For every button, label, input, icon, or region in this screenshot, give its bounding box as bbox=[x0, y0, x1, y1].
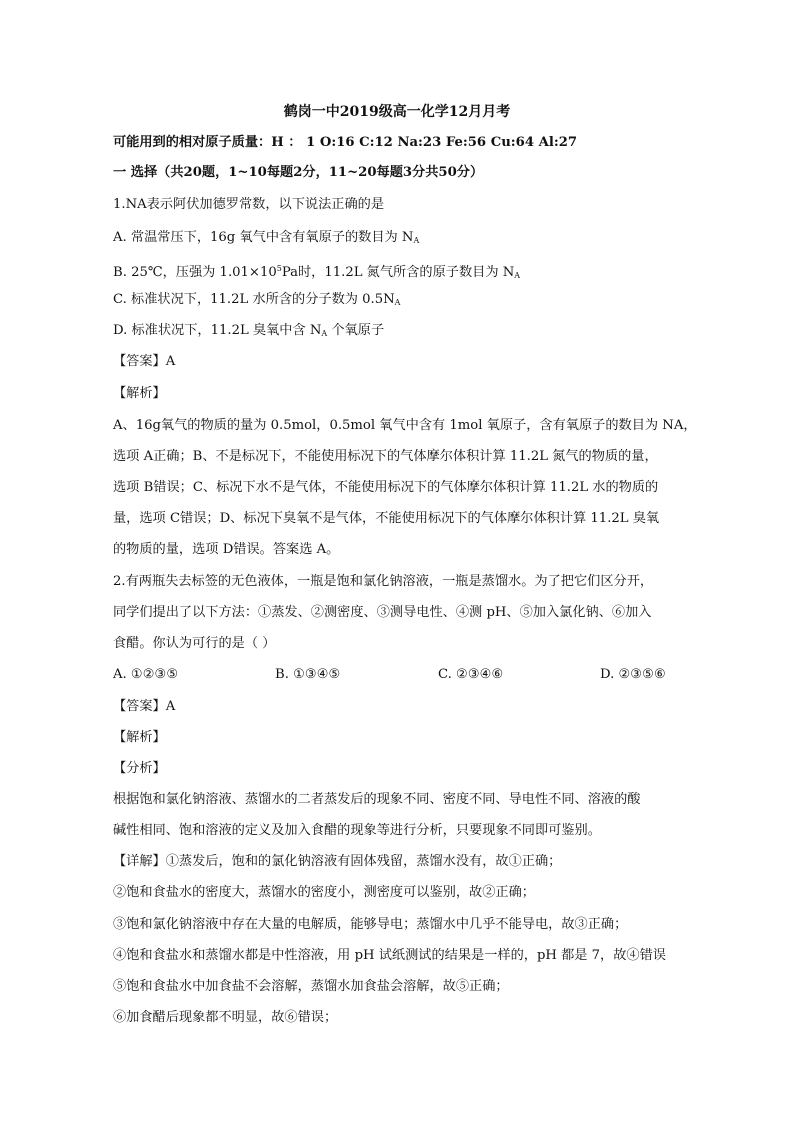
q1-analysis-line: A、16g氧气的物质的量为 0.5mol，0.5mol 氧气中含有 1mol 氧原子，含有氧原子的数目为 NA， bbox=[113, 418, 697, 433]
q1-analysis-line: 选项 B错误；C、标况下水不是气体，不能使用标况下的气体摩尔体积计算 11.2L 水的物质的 bbox=[113, 480, 659, 495]
q2-fenxi-line: 碱性相同、饱和溶液的定义及加入食醋的现象等进行分析，只要现象不同即可鉴别。 bbox=[113, 823, 601, 838]
q2-fenxi-heading: 【分析】 bbox=[113, 761, 166, 776]
q2-detail-line: ③饱和氯化钠溶液中存在大量的电解质，能够导电；蒸馏水中几乎不能导电，故③正确； bbox=[113, 917, 628, 932]
q1-analysis-heading: 【解析】 bbox=[113, 386, 166, 401]
q2-detail-line: ②饱和食盐水的密度大，蒸馏水的密度小，测密度可以鉴别，故②正确； bbox=[113, 885, 535, 900]
q2-answer: 【答案】A bbox=[113, 699, 176, 714]
page-title: 鹤岗一中2019级高一化学12月月考 bbox=[283, 104, 511, 120]
section-heading: 一 选择（共20题，1~10每题2分，11~20每题3分共50分） bbox=[113, 165, 484, 180]
q2-detail-line: ⑥加食醋后现象都不明显，故⑥错误； bbox=[113, 1010, 338, 1025]
q1-option-b: B. 25℃，压强为 $1.01\times 10^5Pa$时，11.2L 氮气所含的原子数目为 $N_A$ bbox=[113, 264, 521, 280]
q1-stem: 1.NA表示阿伏加德罗常数，以下说法正确的是 bbox=[113, 197, 385, 212]
q2-option-b: B. ①③④⑤ bbox=[275, 667, 341, 682]
q2-detail-line: 【详解】①蒸发后，饱和的氯化钠溶液有固体残留，蒸馏水没有，故①正确； bbox=[113, 854, 562, 869]
q1-option-a: A. 常温常压下，16g 氧气中含有氧原子的数目为 $N_A$ bbox=[113, 230, 420, 245]
atomic-masses: 可能用到的相对原子质量：H ： 1 O:16 C:12 Na:23 Fe:56 Cu:64 Al:27 bbox=[113, 135, 578, 150]
q2-option-d: D. ②③⑤⑥ bbox=[600, 667, 666, 682]
q2-detail-line: ⑤饱和食盐水中加食盐不会溶解，蒸馏水加食盐会溶解，故⑤正确； bbox=[113, 979, 509, 994]
q2-option-a: A. ①②③⑤ bbox=[113, 667, 179, 682]
q1-answer: 【答案】A bbox=[113, 354, 176, 369]
q1-option-d: D. 标准状况下，11.2L 臭氧中含 $N_A$ 个氧原子 bbox=[113, 323, 385, 338]
q2-detail-line: ④饱和食盐水和蒸馏水都是中性溶液，用 pH 试纸测试的结果是一样的，pH 都是 7，故④错误 bbox=[113, 948, 666, 963]
q2-option-c: C. ②③④⑥ bbox=[438, 667, 504, 682]
q1-analysis-line: 的物质的量，选项 D错误。答案选 A。 bbox=[113, 542, 340, 557]
q2-stem: 同学们提出了以下方法：①蒸发、②测密度、③测导电性、④测 pH、⑤加入氯化钠、⑥加入 bbox=[113, 605, 652, 620]
q1-option-c: C. 标准状况下，11.2L 水所含的分子数为 $0.5N_A$ bbox=[113, 292, 401, 307]
q2-stem: 2.有两瓶失去标签的无色液体，一瓶是饱和氯化钠溶液，一瓶是蒸馏水。为了把它们区分开， bbox=[113, 574, 654, 589]
q2-analysis-heading: 【解析】 bbox=[113, 730, 166, 745]
q2-fenxi-line: 根据饱和氯化钠溶液、蒸馏水的二者蒸发后的现象不同、密度不同、导电性不同、溶液的酸 bbox=[113, 792, 641, 807]
q1-analysis-line: 选项 A正确；B、不是标况下，不能使用标况下的气体摩尔体积计算 11.2L 氮气的物质的量， bbox=[113, 449, 658, 464]
q1-analysis-line: 量，选项 C错误；D、标况下臭氧不是气体，不能使用标况下的气体摩尔体积计算 11.2L 臭氧 bbox=[113, 511, 660, 526]
q2-stem: 食醋。你认为可行的是（ ） bbox=[113, 636, 276, 651]
